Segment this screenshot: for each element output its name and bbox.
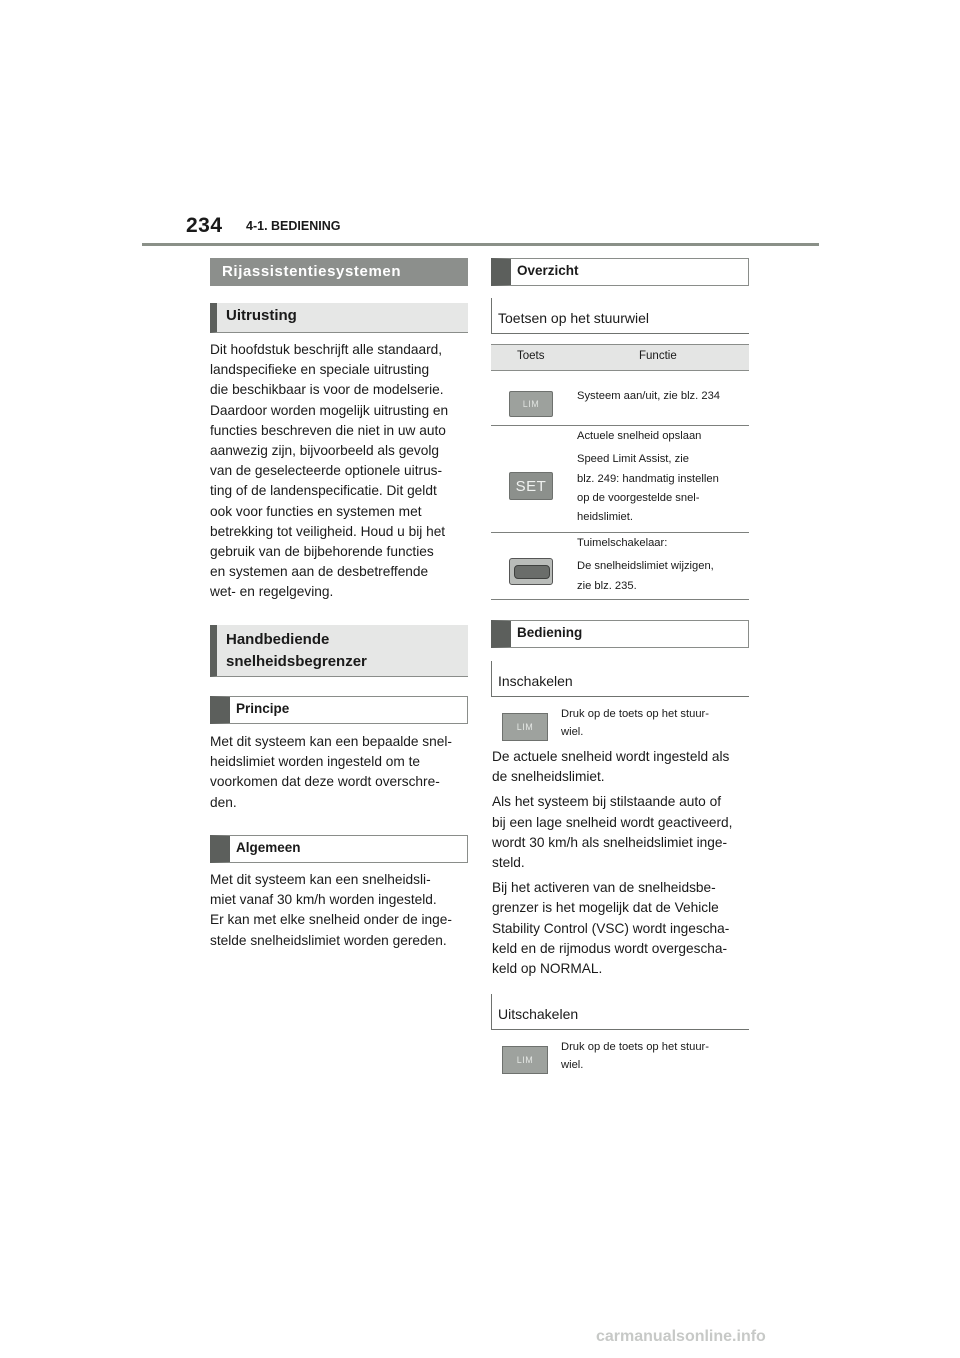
principe-heading: Principe bbox=[210, 696, 468, 724]
watermark: carmanualsonline.info bbox=[596, 1328, 766, 1345]
bediening-heading: Bediening bbox=[491, 620, 749, 648]
text-line: op de voorgestelde snel- bbox=[577, 491, 700, 504]
text-line: keld en de rijmodus wordt overgescha- bbox=[492, 940, 728, 956]
text-line: De actuele snelheid wordt ingesteld als bbox=[492, 749, 730, 764]
chapter-title: 4-1. BEDIENING bbox=[246, 219, 341, 233]
table-row bbox=[491, 371, 749, 426]
uitschakelen-subheading: Uitschakelen bbox=[491, 994, 749, 1030]
function-text bbox=[577, 427, 747, 527]
text-line: Speed Limit Assist, zie bbox=[577, 453, 689, 466]
text-line: ook voor functies en systemen met bbox=[210, 503, 422, 519]
text-line: Bij het activeren van de snelheidsbe- bbox=[492, 880, 716, 896]
handbediende-heading bbox=[210, 625, 468, 677]
text-line: Systeem aan/uit, zie blz. 234 bbox=[577, 390, 721, 402]
text-line: De snelheidslimiet wijzigen, bbox=[577, 560, 714, 573]
algemeen-text bbox=[210, 870, 470, 951]
text-line: Stability Control (VSC) wordt ingescha- bbox=[492, 920, 730, 936]
rocker-switch-icon bbox=[509, 558, 553, 585]
text-line: aanwezig zijn, bijvoorbeeld als gevolg bbox=[210, 443, 440, 459]
text-line: en systemen aan de desbetreffende bbox=[210, 564, 429, 580]
text-line: Actuele snelheid opslaan bbox=[577, 430, 702, 442]
text-line: den. bbox=[210, 794, 237, 810]
table-row bbox=[491, 533, 749, 600]
text-line: gebruik van de bijbehorende functies bbox=[210, 544, 434, 560]
text-line: van de geselecteerde optionele uitrus- bbox=[210, 463, 443, 479]
page-number: 234 bbox=[186, 214, 223, 237]
text-line: wiel. bbox=[561, 1058, 584, 1071]
column-header-functie: Functie bbox=[639, 350, 677, 362]
text-line: wet- en regelgeving. bbox=[210, 584, 334, 600]
text-line: de snelheidslimiet. bbox=[492, 769, 605, 785]
text-line: keld op NORMAL. bbox=[492, 961, 603, 977]
lim-button-image: LIM bbox=[502, 1046, 548, 1074]
text-line: steld. bbox=[492, 855, 525, 871]
text-line: wordt 30 km/h als snelheidslimiet inge- bbox=[492, 834, 728, 850]
text-line: Druk op de toets op het stuur- bbox=[561, 1041, 710, 1053]
toetsen-subheading: Toetsen op het stuurwiel bbox=[491, 298, 749, 334]
text-line: Met dit systeem kan een bepaalde snel- bbox=[210, 734, 452, 749]
text-line: zie blz. 235. bbox=[577, 579, 637, 592]
heading-line: snelheidsbegrenzer bbox=[226, 653, 367, 670]
uitschakelen-note bbox=[561, 1039, 741, 1074]
uitrusting-text bbox=[210, 340, 470, 603]
lim-button-image: LIM bbox=[502, 713, 548, 741]
function-text bbox=[577, 387, 747, 406]
principe-text bbox=[210, 732, 470, 813]
table-row bbox=[491, 426, 749, 533]
heading-line: Handbediende bbox=[226, 631, 330, 648]
text-line: landspecifieke en speciale uitrusting bbox=[210, 362, 430, 378]
text-line: functies beschreven die niet in uw auto bbox=[210, 422, 446, 438]
text-line: stelde snelheidslimiet worden gereden. bbox=[210, 932, 447, 948]
text-line: die beschikbaar is voor de modelserie. bbox=[210, 382, 444, 398]
text-line: heidslimiet. bbox=[577, 511, 633, 524]
column-header-toets: Toets bbox=[517, 350, 545, 362]
text-line: Met dit systeem kan een snelheidsli- bbox=[210, 872, 431, 887]
function-text bbox=[577, 534, 747, 596]
overzicht-heading: Overzicht bbox=[491, 258, 749, 286]
text-line: Daardoor worden mogelijk uitrusting en bbox=[210, 402, 449, 418]
text-line: Als het systeem bij stilstaande auto of bbox=[492, 794, 722, 810]
text-line: grenzer is het mogelijk dat de Vehicle bbox=[492, 900, 719, 916]
text-line: wiel. bbox=[561, 725, 584, 738]
text-line: blz. 249: handmatig instellen bbox=[577, 472, 719, 485]
text-line: miet vanaf 30 km/h worden ingesteld. bbox=[210, 892, 437, 908]
text-line: Er kan met elke snelheid onder de inge- bbox=[210, 912, 452, 928]
text-line: betrekking tot veiligheid. Houd u bij het bbox=[210, 523, 446, 539]
text-line: Druk op de toets op het stuur- bbox=[561, 708, 710, 720]
table-header bbox=[491, 344, 749, 371]
lim-button-image: LIM bbox=[509, 391, 553, 417]
text-line: ting of de landenspecificatie. Dit geldt bbox=[210, 483, 437, 499]
inschakelen-subheading: Inschakelen bbox=[491, 661, 749, 697]
inschakelen-text bbox=[492, 747, 754, 979]
algemeen-heading: Algemeen bbox=[210, 835, 468, 863]
text-line: Tuimelschakelaar: bbox=[577, 537, 668, 549]
set-button-image: SET bbox=[509, 472, 553, 500]
uitrusting-heading: Uitrusting bbox=[210, 303, 468, 333]
header-divider bbox=[142, 243, 819, 246]
section-title: Rijassistentiesystemen bbox=[210, 258, 468, 286]
text-line: Dit hoofdstuk beschrijft alle standaard, bbox=[210, 342, 443, 357]
text-line: bij een lage snelheid wordt geactiveerd, bbox=[492, 814, 733, 830]
inschakelen-note bbox=[561, 706, 741, 741]
text-line: heidslimiet worden ingesteld om te bbox=[210, 754, 420, 770]
text-line: voorkomen dat deze wordt overschre- bbox=[210, 774, 440, 790]
